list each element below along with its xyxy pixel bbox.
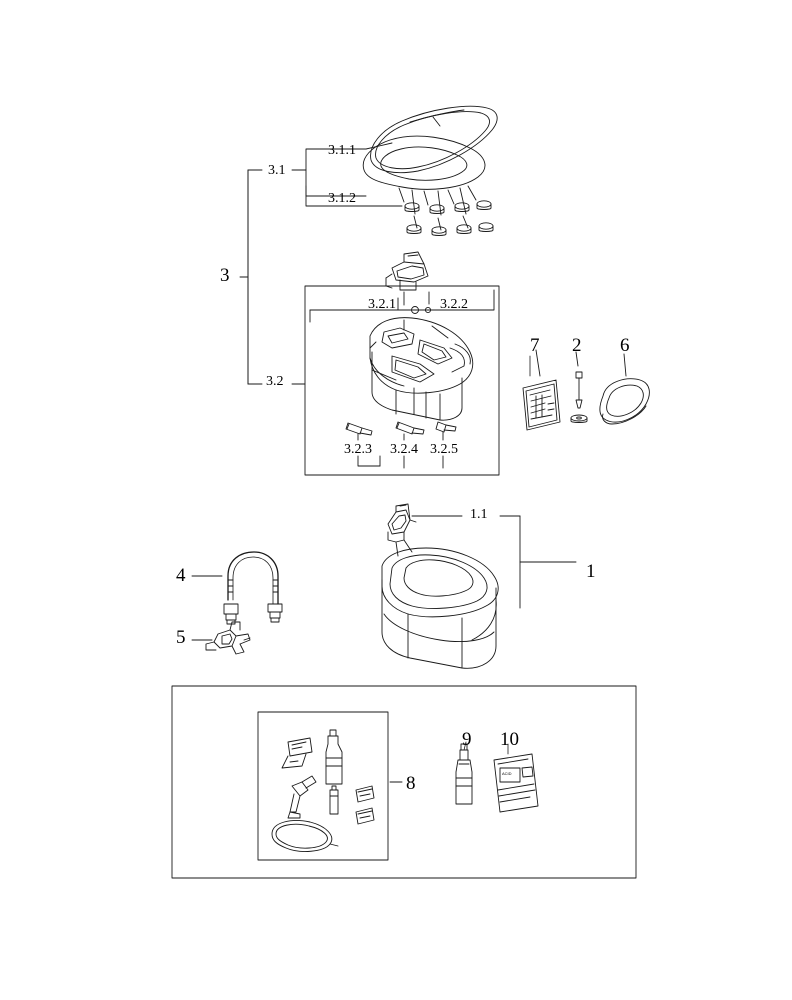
callout-3-1: 3.1 xyxy=(268,163,286,178)
callout-3-1-2: 3.1.2 xyxy=(328,191,356,206)
sheet-mark-text: ACID xyxy=(502,771,512,776)
callout-3-2-3: 3.2.3 xyxy=(344,442,372,457)
callout-9: 9 xyxy=(462,729,472,750)
callout-3-2-2: 3.2.2 xyxy=(440,297,468,312)
callout-8: 8 xyxy=(406,773,416,794)
callout-2: 2 xyxy=(572,335,582,356)
callout-10: 10 xyxy=(500,729,519,750)
callout-3: 3 xyxy=(220,265,230,286)
callout-5: 5 xyxy=(176,627,186,648)
callout-7: 7 xyxy=(530,335,540,356)
callout-4: 4 xyxy=(176,565,186,586)
callout-1-1: 1.1 xyxy=(470,507,488,522)
callout-3-2-1: 3.2.1 xyxy=(368,297,396,312)
callout-3-1-1: 3.1.1 xyxy=(328,143,356,158)
callout-3-2-4: 3.2.4 xyxy=(390,442,418,457)
callout-3-2-5: 3.2.5 xyxy=(430,442,458,457)
callout-3-2: 3.2 xyxy=(266,374,284,389)
callout-6: 6 xyxy=(620,335,630,356)
callout-1: 1 xyxy=(586,561,596,582)
